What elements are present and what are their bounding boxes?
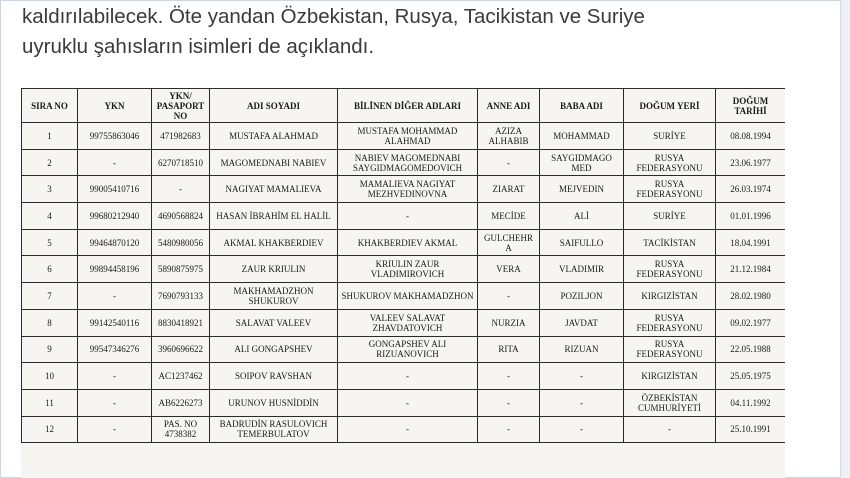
table-cell: - — [478, 389, 540, 416]
table-cell: URUNOV HUSNİDDİN — [210, 389, 338, 416]
table-cell: AKMAL KHAKBERDIEV — [210, 229, 338, 256]
table-cell: - — [478, 363, 540, 390]
table-cell: 8 — [22, 309, 78, 336]
table-cell: 5480980056 — [152, 229, 210, 256]
table-cell: 01.01.1996 — [716, 203, 786, 230]
table-cell: POZILJON — [540, 283, 624, 310]
table-cell: AC1237462 — [152, 363, 210, 390]
table-row — [22, 149, 786, 176]
table-row — [22, 389, 786, 416]
table-cell: - — [478, 149, 540, 176]
table-cell: 471982683 — [152, 123, 210, 150]
table-cell: NABIEV MAGOMEDNABI SAYGIDMAGOMEDOVICH — [338, 149, 478, 176]
table-cell: ÖZBEKİSTAN CUMHURİYETİ — [624, 389, 716, 416]
table-cell: - — [338, 363, 478, 390]
table-cell: - — [338, 416, 478, 443]
table-cell: 18.04.1991 — [716, 229, 786, 256]
table-cell: MUSTAFA ALAHMAD — [210, 123, 338, 150]
scrollbar-track[interactable] — [840, 0, 850, 478]
column-header: YKN/ PASAPORT NO — [152, 89, 210, 123]
table-cell: JAVDAT — [540, 309, 624, 336]
table-cell: - — [540, 363, 624, 390]
table-cell: 99005410716 — [78, 176, 152, 203]
table-cell: VERA — [478, 256, 540, 283]
table-cell: NAGIYAT MAMALIEVA — [210, 176, 338, 203]
table-cell: 99142540116 — [78, 309, 152, 336]
table-cell: MECİDE — [478, 203, 540, 230]
table-cell: - — [78, 363, 152, 390]
table-cell: MEJVEDIN — [540, 176, 624, 203]
article-line-2: uyruklu şahısların isimleri de açıklandı. — [22, 35, 375, 58]
table-cell: SAIFULLO — [540, 229, 624, 256]
column-header: SIRA NO — [22, 89, 78, 123]
article-text — [22, 2, 822, 62]
table-cell: 99547346276 — [78, 336, 152, 363]
column-header: DOĞUM YERİ — [624, 89, 716, 123]
table-cell: SURİYE — [624, 123, 716, 150]
table-cell: SALAVAT VALEEV — [210, 309, 338, 336]
table-cell: HASAN İBRAHİM EL HALİL — [210, 203, 338, 230]
table-cell: 10 — [22, 363, 78, 390]
table-cell: 6270718510 — [152, 149, 210, 176]
table-cell: RUSYA FEDERASYONU — [624, 309, 716, 336]
table-cell: KIRGIZİSTAN — [624, 283, 716, 310]
table-cell: RUSYA FEDERASYONU — [624, 336, 716, 363]
column-header: ADI SOYADI — [210, 89, 338, 123]
table-row — [22, 336, 786, 363]
table-row — [22, 416, 786, 443]
table-cell: 99680212940 — [78, 203, 152, 230]
table-cell: 99894458196 — [78, 256, 152, 283]
table-cell: BADRUDİN RASULOVICH TEMERBULATOV — [210, 416, 338, 443]
table-cell: ALI GONGAPSHEV — [210, 336, 338, 363]
table-cell: 7 — [22, 283, 78, 310]
table-cell: GONGAPSHEV ALI RIZUANOVICH — [338, 336, 478, 363]
column-header: BABA ADI — [540, 89, 624, 123]
table-cell: 7690793133 — [152, 283, 210, 310]
table-cell: - — [78, 389, 152, 416]
table-cell: 8830418921 — [152, 309, 210, 336]
table-cell: NURZIA — [478, 309, 540, 336]
table-row — [22, 176, 786, 203]
table-cell: 08.08.1994 — [716, 123, 786, 150]
table-cell: KIRGIZİSTAN — [624, 363, 716, 390]
table-cell: - — [338, 389, 478, 416]
table-cell: RUSYA FEDERASYONU — [624, 176, 716, 203]
table-cell: VALEEV SALAVAT ZHAVDATOVICH — [338, 309, 478, 336]
table-header-row — [22, 89, 786, 123]
table-row — [22, 363, 786, 390]
table-cell: 26.03.1974 — [716, 176, 786, 203]
table-cell: 9 — [22, 336, 78, 363]
table-cell: 6 — [22, 256, 78, 283]
table-cell: 3 — [22, 176, 78, 203]
table-cell: MUSTAFA MOHAMMAD ALAHMAD — [338, 123, 478, 150]
table-cell: MAKHAMADZHON SHUKUROV — [210, 283, 338, 310]
table-cell: 23.06.1977 — [716, 149, 786, 176]
table-cell: 4 — [22, 203, 78, 230]
table-cell: ZIARAT — [478, 176, 540, 203]
table-cell: MAGOMEDNABI NABIEV — [210, 149, 338, 176]
table-cell: 2 — [22, 149, 78, 176]
scanned-document — [21, 88, 785, 478]
table-row — [22, 309, 786, 336]
table-cell: 25.10.1991 — [716, 416, 786, 443]
table-cell: ZAUR KRIULIN — [210, 256, 338, 283]
table-cell: MAMALIEVA NAGIYAT MEZHVEDINOVNA — [338, 176, 478, 203]
table-cell: GULCHEHR A — [478, 229, 540, 256]
table-cell: RUSYA FEDERASYONU — [624, 149, 716, 176]
table-cell: SOIPOV RAVSHAN — [210, 363, 338, 390]
table-cell: ALİ — [540, 203, 624, 230]
table-cell: - — [338, 203, 478, 230]
table-row — [22, 123, 786, 150]
table-cell: PAS. NO 4738382 — [152, 416, 210, 443]
column-header: DOĞUM TARİHİ — [716, 89, 786, 123]
table-cell: 5 — [22, 229, 78, 256]
table-cell: MOHAMMAD — [540, 123, 624, 150]
table-cell: SURİYE — [624, 203, 716, 230]
table-row — [22, 256, 786, 283]
table-cell: 12 — [22, 416, 78, 443]
table-cell: SAYGIDMAGO MED — [540, 149, 624, 176]
table-cell: 1 — [22, 123, 78, 150]
table-cell: - — [152, 176, 210, 203]
table-row — [22, 283, 786, 310]
table-body — [22, 123, 786, 443]
table-cell: 22.05.1988 — [716, 336, 786, 363]
table-cell: KRIULIN ZAUR VLADIMIROVICH — [338, 256, 478, 283]
table-cell: 09.02.1977 — [716, 309, 786, 336]
table-cell: - — [478, 283, 540, 310]
table-cell: - — [78, 283, 152, 310]
table-cell: - — [478, 416, 540, 443]
table-cell: KHAKBERDIEV AKMAL — [338, 229, 478, 256]
table-cell: 4690568824 — [152, 203, 210, 230]
table-row — [22, 229, 786, 256]
sanctions-table — [21, 88, 785, 443]
table-cell: - — [78, 416, 152, 443]
table-cell: AZIZA ALHABIB — [478, 123, 540, 150]
table-cell: SHUKUROV MAKHAMADZHON — [338, 283, 478, 310]
table-cell: TACİKİSTAN — [624, 229, 716, 256]
article-line-1: kaldırılabilecek. Öte yandan Özbekistan, Rusya, Tacikistan ve Suriye — [22, 5, 645, 28]
table-cell: AB6226273 — [152, 389, 210, 416]
table-cell: 5890875975 — [152, 256, 210, 283]
table-cell: VLADIMIR — [540, 256, 624, 283]
column-header: BİLİNEN DİĞER ADLARI — [338, 89, 478, 123]
table-cell: 99755863046 — [78, 123, 152, 150]
table-cell: 21.12.1984 — [716, 256, 786, 283]
table-cell: 04.11.1992 — [716, 389, 786, 416]
table-cell: 11 — [22, 389, 78, 416]
table-cell: RUSYA FEDERASYONU — [624, 256, 716, 283]
table-cell: RIZUAN — [540, 336, 624, 363]
column-header: YKN — [78, 89, 152, 123]
table-cell: - — [540, 389, 624, 416]
table-row — [22, 203, 786, 230]
table-cell: - — [624, 416, 716, 443]
table-cell: RITA — [478, 336, 540, 363]
column-header: ANNE ADI — [478, 89, 540, 123]
table-cell: 3960696622 — [152, 336, 210, 363]
table-cell: 99464870120 — [78, 229, 152, 256]
table-cell: 25.05.1975 — [716, 363, 786, 390]
table-cell: - — [540, 416, 624, 443]
table-cell: 28.02.1980 — [716, 283, 786, 310]
table-cell: - — [78, 149, 152, 176]
